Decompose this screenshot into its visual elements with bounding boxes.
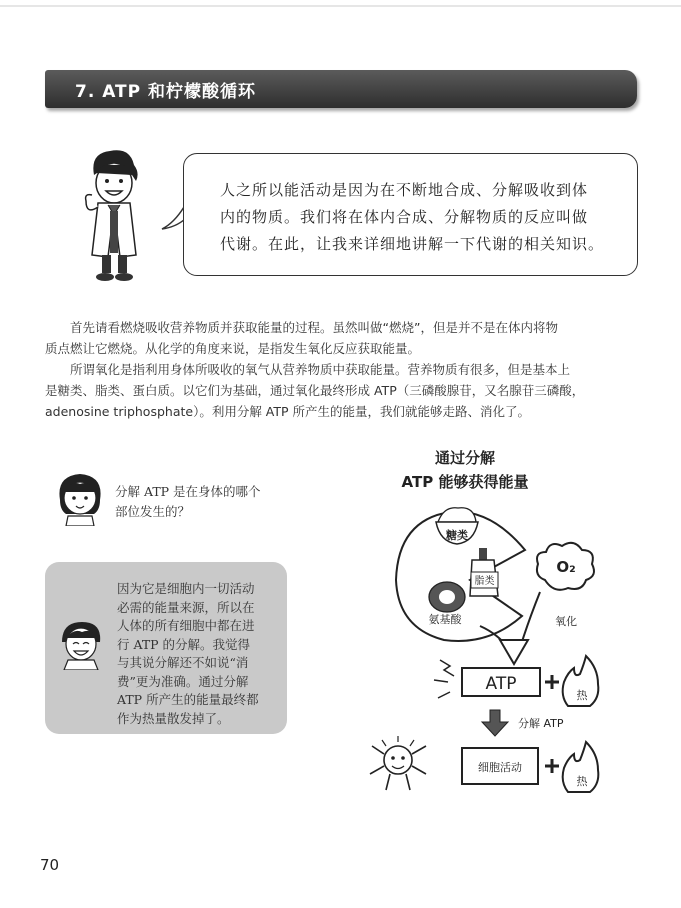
answer-line: 费”更为准确。通过分解 <box>117 673 249 689</box>
top-rule <box>0 5 681 7</box>
body-line: 质点燃让它燃烧。从化学的角度来说，是指发生氧化反应获取能量。 <box>45 341 421 356</box>
sugar-label: 糖类 <box>446 529 468 542</box>
spark-marks-icon <box>434 660 454 698</box>
paragraph-1 <box>45 317 645 359</box>
section-header <box>45 70 637 108</box>
body-line: adenosine triphosphate）。利用分解 ATP 所产生的能量，我们就能够走路、消化了。 <box>45 404 531 419</box>
answer-line: ATP 所产生的能量最终都 <box>117 692 259 707</box>
scientist-face-icon <box>58 620 104 670</box>
answer-line: 必需的能量来源，所以在 <box>117 599 255 615</box>
intro-line: 人之所以能活动是因为在不断地合成、分解吸收到体 <box>220 181 589 199</box>
body-text <box>45 317 645 422</box>
diagram-title-line1: 通过分解 <box>434 449 496 467</box>
plus-icon <box>545 759 559 773</box>
scientist-character-icon <box>78 145 158 285</box>
intro-text <box>220 177 620 258</box>
answer-line: 行 ATP 的分解。我觉得 <box>117 636 251 652</box>
answer-line: 与其说分解还不如说“消 <box>117 655 249 670</box>
intro-line: 代谢。在此，让我来详细地讲解一下代谢的相关知识。 <box>220 235 605 253</box>
diagram-title-line2: ATP 能够获得能量 <box>401 473 529 491</box>
heat-label-1: 热 <box>576 689 588 702</box>
question-line: 部位发生的？ <box>115 504 191 519</box>
decompose-label: 分解 ATP <box>518 717 564 730</box>
girl-face-icon <box>54 470 106 526</box>
atp-energy-diagram <box>340 440 620 810</box>
heat-label-2: 热 <box>576 775 588 788</box>
avocado-icon <box>429 582 465 612</box>
answer-line: 人体的所有细胞中都在进 <box>117 618 255 633</box>
intro-speech-bubble <box>183 153 638 276</box>
plus-icon <box>545 675 559 689</box>
fat-label: 脂类 <box>474 576 495 587</box>
answer-line: 作为热量散发掉了。 <box>117 710 230 726</box>
o2-label: O₂ <box>556 558 576 576</box>
body-line: 是糖类、脂类、蛋白质。以它们为基础，通过氧化最终形成 ATP（三磷酸腺苷，又名腺苷三磷酸， <box>45 383 585 398</box>
body-line: 首先请看燃烧吸收营养物质并获取能量的过程。虽然叫做“燃烧”，但是并不是在体内将物 <box>70 320 558 335</box>
page-number: 70 <box>40 856 60 874</box>
running-character-icon <box>370 736 426 790</box>
amino-label: 氨基酸 <box>428 613 462 626</box>
down-arrow-icon <box>482 710 508 736</box>
question-text <box>115 482 275 522</box>
intro-line: 内的物质。我们将在体内合成、分解物质的反应叫做 <box>220 208 589 226</box>
cell-activity-label: 细胞活动 <box>478 761 522 774</box>
question-line: 分解 ATP 是在身体的哪个 <box>115 484 261 499</box>
answer-text <box>117 580 269 728</box>
paragraph-2 <box>45 359 645 422</box>
oxidation-label: 氧化 <box>555 615 577 628</box>
answer-line: 因为它是细胞内一切活动 <box>117 581 255 596</box>
body-line: 所谓氧化是指利用身体所吸收的氧气从营养物质中获取能量。营养物质有很多，但是基本上 <box>70 362 571 377</box>
section-title: 7. ATP 和柠檬酸循环 <box>75 82 257 102</box>
atp-label: ATP <box>485 674 517 694</box>
